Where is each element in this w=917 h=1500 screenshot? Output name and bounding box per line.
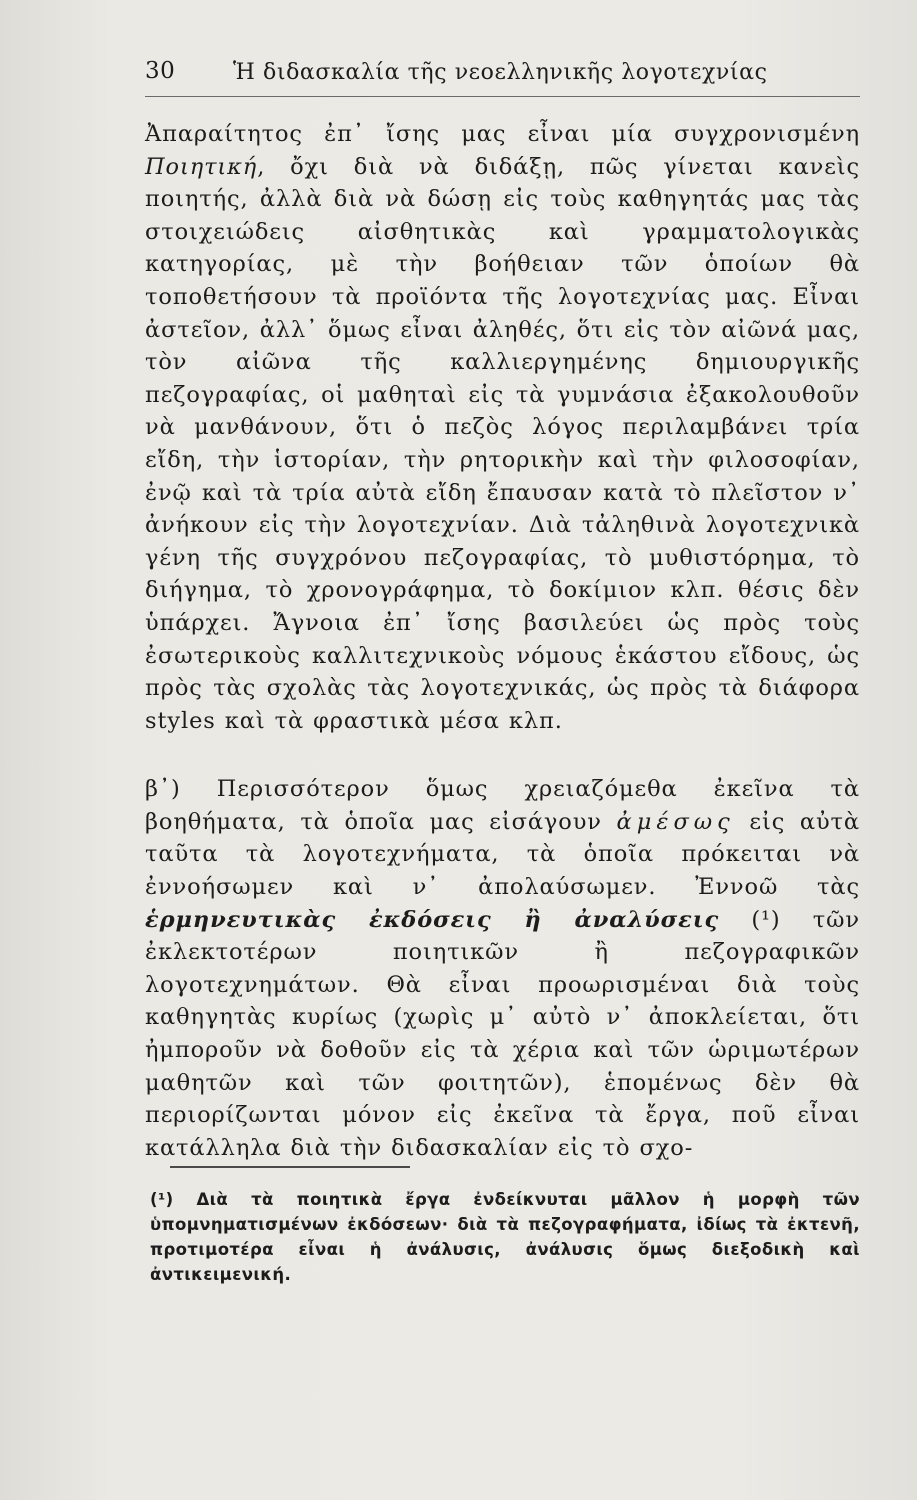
running-title: Ἡ διδασκαλία τῆς νεοελληνικῆς λογοτεχνίας <box>233 60 768 85</box>
main-text <box>145 118 860 1164</box>
footnote-reference: (¹) <box>751 906 781 933</box>
footnote-text: Διὰ τὰ ποιητικὰ ἔργα ἐνδείκνυται μᾶλλον ἡ μορφὴ τῶν ὑπομνηματισμένων ἐκδόσεων· διὰ τὰ πεζογραφήματα, ἰδίως τὰ ἐκτενῆ, προτιμοτέρα εἶναι ἡ ἀνάλυσις, ἀνάλυσις ὅμως διεξοδικὴ καὶ ἀντικειμενική. <box>150 1190 860 1284</box>
footnote <box>150 1187 860 1287</box>
paragraph-2-part-c: τῶν ἐκλεκτοτέρων ποιητικῶν ἢ πεζογραφικῶν λογοτεχνημάτων. Θὰ εἶναι προωρισμέναι διὰ τοὺς καθηγητὰς κυρίως (χωρὶς μ᾿ αὐτὸ ν᾿ ἀποκλείεται, ὅτι ἠμποροῦν νὰ δοθοῦν εἰς τὰ χέρια καὶ τῶν ὡριμωτέρων μαθητῶν καὶ τῶν φοιτητῶν), ἑπομένως δὲν θὰ περιορίζωνται μόνον εἰς ἐκεῖνα τὰ ἔργα, ποῦ εἶναι κατάλληλα διὰ τὴν διδασκαλίαν εἰς τὸ σχο- <box>145 906 860 1161</box>
page-number: 30 <box>145 58 176 84</box>
emphasis-amesos: ἀμέσως <box>616 808 735 835</box>
emphasis-poietike: Ποιητική <box>145 153 258 180</box>
paragraph-interpretive-editions <box>145 773 860 1164</box>
paragraph-2-part-b: εἰς αὐτὰ ταῦτα τὰ λογοτεχνήματα, τὰ ὁποῖα πρόκειται νὰ ἐννοήσωμεν καὶ ν᾿ ἀπολαύσωμεν. Ἐννοῶ τὰς <box>145 808 860 901</box>
bold-term-interpretive-editions: ἑρμηνευτικὰς ἐκδόσεις ἢ ἀναλύσεις <box>145 906 720 933</box>
header-rule <box>145 96 860 97</box>
footnote-rule <box>170 1166 410 1168</box>
footnote-marker: (¹) <box>150 1190 174 1209</box>
paragraph-2-part-a: β᾿) Περισσότερον ὅμως χρειαζόμεθα ἐκεῖνα τὰ βοηθήματα, τὰ ὁποῖα μας εἰσάγουν <box>145 776 860 835</box>
paragraph-spacer <box>145 737 860 773</box>
running-head <box>145 58 860 98</box>
paragraph-poetics: Ἀπαραίτητος ἐπ᾿ ἴσης μας εἶναι μία συγχρονισμένη Ποιητική, ὄχι διὰ νὰ διδάξῃ, πῶς γίνεται κανεὶς ποιητής, ἀλλὰ διὰ νὰ δώσῃ εἰς τοὺς καθηγητάς μας τὰς στοιχειώδεις αἰσθητικὰς καὶ γραμματολογικὰς κατηγορίας, μὲ τὴν βοήθειαν τῶν ὁποίων θὰ τοποθετήσουν τὰ προϊόντα τῆς λογοτεχνίας μας. Εἶναι ἀστεῖον, ἀλλ᾿ ὅμως εἶναι ἀληθές, ὅτι εἰς τὸν αἰῶνά μας, τὸν αἰῶνα τῆς καλλιεργημένης δημιουργικῆς πεζογραφίας, οἱ μαθηταὶ εἰς τὰ γυμνάσια ἐξακολουθοῦν νὰ μανθάνουν, ὅτι ὁ πεζὸς λόγος περιλαμβάνει τρία εἴδη, τὴν ἱστορίαν, τὴν ρητορικὴν καὶ τὴν φιλοσοφίαν, ἐνῷ καὶ τὰ τρία αὐτὰ εἴδη ἔπαυσαν κατὰ τὸ πλεῖστον ν᾿ ἀνήκουν εἰς τὴν λογοτεχνίαν. Διὰ τἀληθινὰ λογοτεχνικὰ γένη τῆς συγχρόνου πεζογραφίας, τὸ μυθιστόρημα, τὸ διήγημα, τὸ χρονογράφημα, τὸ δοκίμιον κλπ. θέσις δὲν ὑπάρχει. Ἄγνοια ἐπ᾿ ἴσης βασιλεύει ὡς πρὸς τοὺς ἐσωτερικοὺς καλλιτεχνικοὺς νόμους ἑκάστου εἴδους, ὡς πρὸς τὰς σχολὰς τὰς λογοτεχνικάς, ὡς πρὸς τὰ διάφορα styles καὶ τὰ φραστικὰ μέσα κλπ. <box>145 121 860 734</box>
